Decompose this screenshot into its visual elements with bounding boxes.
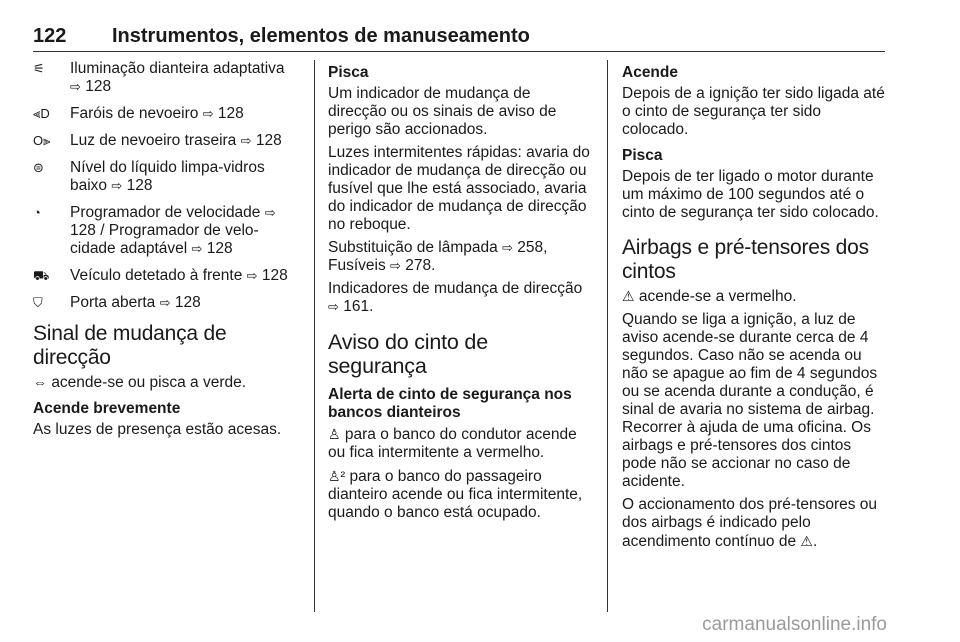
indicator-list xyxy=(33,60,299,312)
turn-signal-heading: Sinal de mudança de direcção xyxy=(33,322,227,369)
column-divider-2 xyxy=(607,60,608,612)
xref-arrow-icon: ⇨ xyxy=(70,79,81,94)
pisca-heading: Pisca xyxy=(328,64,369,81)
indicator-item xyxy=(33,294,299,312)
page-ref-link[interactable]: 128 xyxy=(206,240,233,257)
acende-text: Depois de a ignição ter sido ligada até o cinto de segurança ter sido colocado. xyxy=(622,85,885,138)
xref-arrow-icon: ⇨ xyxy=(502,240,513,255)
pisca-paragraph-1: Um indicador de mudança de direcção ou os sinais de aviso de perigo são accionados. xyxy=(328,85,557,138)
pisca-paragraph-4: Indicadores de mudança de direcção ⇨ 161. xyxy=(328,280,583,315)
vehicle-ahead-icon: ⛟ xyxy=(33,268,50,283)
page-number: 122 xyxy=(33,25,67,47)
pisca-text-2: Depois de ter ligado o motor durante um máximo de 100 segundos até o cinto de segurança ter sido colocado. xyxy=(622,168,879,221)
door-open-icon: ⛉ xyxy=(33,295,43,310)
xref-arrow-icon: ⇨ xyxy=(328,299,339,314)
pisca-paragraph-2: Luzes intermitentes rápidas: avaria do indicador de mudança de direcção ou fusível que lhe está associado, avaria do indicador de mudança de direcção no reboque. xyxy=(328,144,590,233)
seatbelt-heading: Aviso do cinto de segurança xyxy=(328,330,488,378)
column-3 xyxy=(622,60,888,556)
indicator-text: Iluminação dianteira adaptativa ⇨ 128 xyxy=(70,60,285,95)
indicator-text: Luz de nevoeiro traseira ⇨ 128 xyxy=(70,132,282,149)
pisca-paragraph-3: Substituição de lâmpada ⇨ 258, Fusíveis ⇨ 278. xyxy=(328,239,548,274)
airbag-icon: ⚠ xyxy=(800,533,813,549)
acende-brevemente-heading: Acende brevemente xyxy=(33,400,181,417)
header-rule xyxy=(33,51,885,52)
page-header xyxy=(33,24,885,48)
column-divider-1 xyxy=(314,60,315,612)
page-ref-link[interactable]: 161 xyxy=(343,298,370,315)
acende-heading: Acende xyxy=(622,64,678,81)
xref-arrow-icon: ⇨ xyxy=(191,241,203,256)
indicator-text: Faróis de nevoeiro ⇨ 128 xyxy=(70,105,244,122)
driver-seatbelt-icon: ♙ xyxy=(328,426,341,442)
cruise-control-icon: ◔ xyxy=(33,205,41,220)
column-2 xyxy=(328,60,592,527)
indicator-item xyxy=(33,159,299,195)
pisca-heading-2: Pisca xyxy=(622,147,663,164)
page-ref-link[interactable]: 128 xyxy=(217,105,244,122)
front-fog-icon: ⫷D xyxy=(33,106,50,121)
indicator-item xyxy=(33,267,299,285)
page-ref-link[interactable]: 128 xyxy=(174,294,201,311)
passenger-seatbelt-icon: ♙² xyxy=(328,468,346,484)
turn-signal-text: ⇔ acende-se ou pisca a verde. xyxy=(33,374,247,391)
indicator-item xyxy=(33,204,299,258)
airbag-paragraph-2: Quando se liga a ignição, a luz de aviso acende-se durante cerca de 4 segundos. Caso não se acenda ou não se apague ao fim de 4 segundos ou se acenda durante a condução, é sinal de avaria no sistema de airbag. Recorrer à ajuda de uma oficina. Os airbags e pré-tensores dos cintos pode não se accionar no caso de acidente. xyxy=(622,311,878,490)
xref-arrow-icon: ⇨ xyxy=(202,106,214,121)
indicator-text: Programador de velocidade ⇨ 128 / Programador de velo-cidade adaptável ⇨ 128 xyxy=(70,204,276,257)
page-ref-link[interactable]: 278 xyxy=(405,257,432,274)
indicator-item xyxy=(33,60,299,96)
xref-arrow-icon: ⇨ xyxy=(246,268,258,283)
airbag-icon: ⚠ xyxy=(622,288,635,304)
xref-arrow-icon: ⇨ xyxy=(159,295,171,310)
watermark: carmanualsonline.info xyxy=(702,614,887,635)
xref-arrow-icon: ⇨ xyxy=(264,205,276,220)
adaptive-lighting-icon: ⚟ xyxy=(33,61,45,76)
indicator-item xyxy=(33,105,299,123)
indicator-text: Porta aberta ⇨ 128 xyxy=(70,294,201,311)
washer-fluid-icon: ⊜ xyxy=(33,160,44,175)
airbag-heading: Airbags e pré-tensores dos cintos xyxy=(622,236,869,283)
page-ref-link[interactable]: 128 xyxy=(126,177,153,194)
page-ref-link[interactable]: 128 xyxy=(85,78,112,95)
page-ref-link[interactable]: 128 xyxy=(261,267,288,284)
passenger-seat-text: ♙² para o banco do passageiro dianteiro acende ou fica intermitente, quando o banco está ocupado. xyxy=(328,468,583,521)
xref-arrow-icon: ⇨ xyxy=(390,258,401,273)
acende-brevemente-text: As luzes de presença estão acesas. xyxy=(33,421,282,438)
airbag-paragraph-3: O accionamento dos pré-tensores ou dos airbags é indicado pelo acendimento contínuo de ⚠. xyxy=(622,496,878,550)
page-title: Instrumentos, elementos de manuseamento xyxy=(112,25,530,47)
page-ref-link[interactable]: 258 xyxy=(517,239,544,256)
airbag-paragraph-1: ⚠ acende-se a vermelho. xyxy=(622,288,797,305)
front-seats-heading: Alerta de cinto de segurança nos bancos dianteiros xyxy=(328,386,572,421)
column-1 xyxy=(33,60,299,444)
indicator-text: Veículo detetado à frente ⇨ 128 xyxy=(70,267,288,284)
page-ref-link[interactable]: 128 xyxy=(255,132,282,149)
rear-fog-icon: O⫸ xyxy=(33,133,51,148)
turn-signal-icon: ⇔ xyxy=(33,374,47,390)
driver-seat-text: ♙ para o banco do condutor acende ou fica intermitente a vermelho. xyxy=(328,426,577,461)
indicator-item xyxy=(33,132,299,150)
page-ref-link[interactable]: 128 xyxy=(70,222,96,239)
indicator-text: Nível do líquido limpa-vidros baixo ⇨ 128 xyxy=(70,159,265,194)
xref-arrow-icon: ⇨ xyxy=(111,178,123,193)
xref-arrow-icon: ⇨ xyxy=(240,133,252,148)
